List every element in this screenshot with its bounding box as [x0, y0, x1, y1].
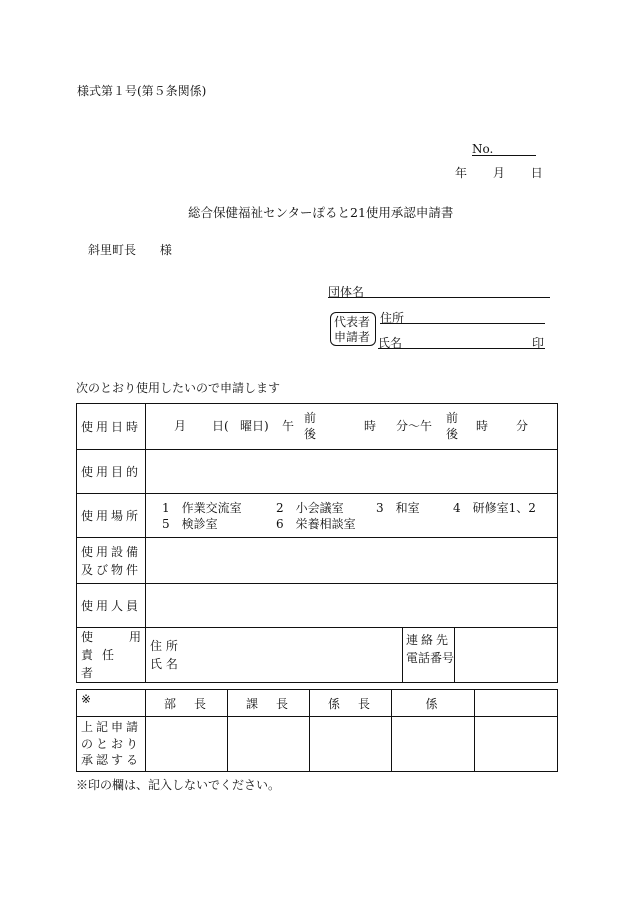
header-subsection-chief: 係 長 [310, 690, 392, 717]
applicant-address-field[interactable] [380, 323, 545, 324]
contact-field[interactable] [456, 628, 557, 682]
place-option[interactable]: 4 研修室1、2 [453, 501, 536, 515]
header-section-chief: 課 長 [228, 690, 310, 717]
applicant-name-field[interactable] [378, 348, 545, 349]
addressee-honorific: 様 [159, 243, 172, 257]
responsible-person-field[interactable] [146, 628, 403, 683]
header-director: 部 長 [146, 690, 228, 717]
stamp-director[interactable] [146, 717, 228, 772]
contact-cell [403, 628, 558, 683]
resp-address-label: 住 所 [150, 639, 178, 653]
footnote: ※印の欄は、記入しないでください。 [76, 778, 281, 792]
equipment-label: 使用設備 及び物件 [77, 538, 146, 584]
group-name-field[interactable] [328, 297, 550, 298]
usage-datetime-label: 使用日時 [77, 404, 146, 450]
intro-text: 次のとおり使用したいので申請します [76, 381, 281, 395]
applicant-label: 申請者 [334, 330, 371, 344]
date-line [455, 167, 543, 179]
dt-zengo1-bottom: 後 [304, 427, 317, 441]
stamp-blank[interactable] [475, 717, 558, 772]
responsible-person-label: 使 用 責任者 [77, 628, 146, 683]
header-blank [475, 690, 558, 717]
applicant-address-label: 住所 [380, 311, 405, 325]
dt-hour-1: 時 [364, 419, 377, 433]
stamp-section-chief[interactable] [228, 717, 310, 772]
date-year: 年 [455, 166, 468, 180]
usage-people-field[interactable] [146, 584, 558, 628]
usage-place-label: 使用場所 [77, 494, 146, 538]
approval-mark: ※ [77, 690, 146, 717]
dt-weekday: 曜日) [240, 419, 269, 433]
header-staff: 係 [392, 690, 475, 717]
addressee [88, 244, 172, 256]
document-number-field[interactable] [472, 155, 536, 156]
equipment-field[interactable] [146, 538, 558, 584]
approval-statement: 上記申請 のとおり 承認する [77, 717, 146, 772]
dt-month: 月 [174, 419, 187, 433]
place-option[interactable]: 5 検診室 [162, 517, 218, 531]
phone-label: 電話番号 [406, 651, 455, 665]
representative-label: 代表者 [334, 315, 371, 329]
dt-day: 日( [212, 419, 229, 433]
application-table [76, 403, 558, 683]
usage-purpose-label: 使用目的 [77, 450, 146, 494]
contact-label: 連絡先 [406, 633, 452, 647]
stamp-subsection-chief[interactable] [310, 717, 392, 772]
date-day: 日 [530, 166, 543, 180]
usage-people-label: 使用人員 [77, 584, 146, 628]
applicant-name-label: 氏名 [378, 336, 403, 350]
dt-minute-2: 分 [516, 419, 529, 433]
document-number-label [472, 143, 493, 155]
dt-gozen-1: 午 [282, 419, 295, 433]
place-option[interactable]: 6 栄養相談室 [276, 517, 356, 531]
dt-hour-2: 時 [476, 419, 489, 433]
place-option[interactable]: 1 作業交流室 [162, 501, 242, 515]
dt-zengo2-top: 前 [446, 411, 459, 425]
document-title: 総合保健福祉センターぽると21使用承認申請書 [188, 205, 454, 220]
form-number: 様式第１号(第５条関係) [77, 84, 207, 98]
approval-table [76, 689, 558, 772]
date-month: 月 [492, 166, 505, 180]
stamp-staff[interactable] [392, 717, 475, 772]
dt-zengo2-bottom: 後 [446, 427, 459, 441]
seal-mark: 印 [532, 336, 545, 350]
usage-purpose-field[interactable] [146, 450, 558, 494]
addressee-name: 斜里町長 [88, 243, 137, 257]
no-label: No. [472, 142, 494, 156]
group-name-label: 団体名 [328, 285, 365, 299]
place-option[interactable]: 2 小会議室 [276, 501, 344, 515]
dt-zengo1-top: 前 [304, 411, 317, 425]
usage-place-options [146, 494, 558, 538]
usage-datetime-field[interactable] [146, 404, 558, 450]
resp-name-label: 氏 名 [150, 657, 178, 671]
dt-minute-tilde: 分～午 [396, 419, 433, 433]
place-option[interactable]: 3 和室 [376, 501, 420, 515]
